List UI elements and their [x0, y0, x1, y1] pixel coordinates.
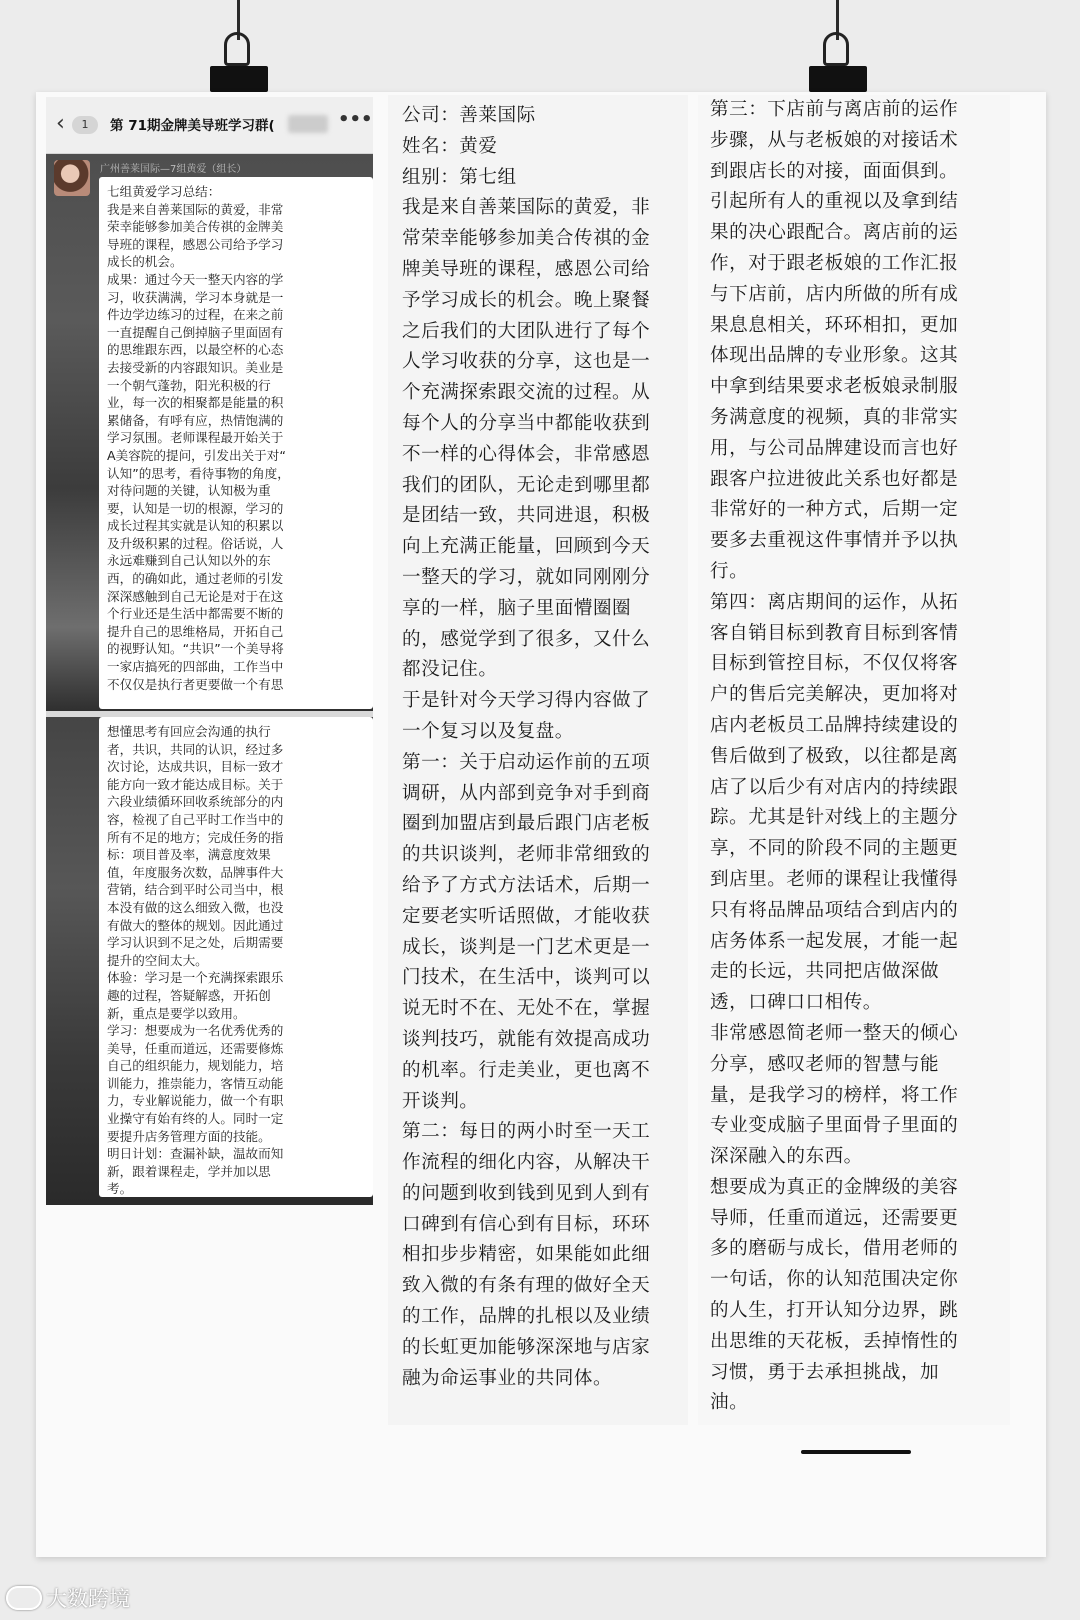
right-column-line: 到跟店长的对接，面面俱到。 — [710, 160, 959, 182]
bubble1-line: 七组黄爱学习总结： — [107, 184, 221, 199]
bubble1-line: 的视野认知。“共识”一个美导将 — [107, 641, 284, 657]
bubble1-line: 一个朝气蓬勃，阳光积极的行 — [107, 377, 271, 393]
middle-column-line: 姓名：黄爱 — [402, 135, 498, 157]
bubble1-line: 个行业还是生活中都需要不断的 — [107, 606, 284, 622]
right-column-line: 果息息相关，环环相扣，更加 — [710, 314, 959, 336]
middle-column-line: 我是来自善莱国际的黄爱，非 — [402, 197, 651, 219]
bubble1-line: 认知”的思考，看待事物的角度， — [107, 465, 290, 481]
right-column-line: 户的售后完美解决，更加将对 — [710, 684, 959, 706]
right-column-line: 只有将品牌品项结合到店内的 — [710, 899, 959, 921]
right-column-line: 步骤，从与老板娘的对接话术 — [710, 129, 959, 151]
middle-column-line: 一个复习以及复盘。 — [402, 720, 574, 742]
middle-column-line: 于是针对今天学习得内容做了 — [402, 690, 651, 712]
message-bubble-2 — [99, 717, 373, 1197]
middle-column-line: 说无时不在、无处不在，掌握 — [402, 998, 651, 1020]
chat-title: 第 71期金牌美导班学习群( — [110, 118, 275, 134]
bubble2-line: 考。 — [107, 1181, 133, 1197]
right-column-line: 目标到管控目标，不仅仅将客 — [710, 653, 959, 675]
middle-column-line: 致入微的有条有理的做好全天 — [402, 1275, 651, 1297]
bubble2-line: 明日计划：查漏补缺，温故而知 — [107, 1146, 284, 1162]
right-column-line: 售后做到了极致，以往都是离 — [710, 745, 959, 767]
middle-column-line: 常荣幸能够参加美合传祺的金 — [402, 228, 651, 250]
bubble2-line: 有做大的整体的规划。因此通过 — [107, 917, 284, 933]
right-column-line: 客自销目标到教育目标到客情 — [710, 622, 959, 644]
right-column-line: 一句话，你的认知范围决定你 — [710, 1269, 959, 1291]
bubble1-line: 提升自己的思维格局，开拓自己 — [107, 623, 284, 639]
right-column-line: 专业变成脑子里面骨子里面的 — [710, 1115, 959, 1137]
middle-column-line: 是团结一致，共同进退，积极 — [402, 505, 651, 527]
middle-column-line: 开谈判。 — [402, 1090, 479, 1112]
chat-header — [46, 97, 373, 154]
middle-column-line: 我们的团队，无论走到哪里都 — [402, 474, 651, 496]
bubble2-line: 训能力，推崇能力，客情互动能 — [107, 1075, 284, 1091]
right-column-line: 作，对于跟老板娘的工作汇报 — [710, 252, 959, 274]
sender-name: 广州善莱国际—7组黄爱（组长） — [100, 164, 247, 175]
right-column-line: 多的磨砺与成长，借用老师的 — [710, 1238, 959, 1260]
right-column-line: 与下店前，店内所做的所有成 — [710, 283, 959, 305]
right-column-line: 走的长远，共同把店做深做 — [710, 961, 940, 983]
right-column-line: 出思维的天花板，丢掉惰性的 — [710, 1330, 959, 1352]
right-column-line: 分享，感叹老师的智慧与能 — [710, 1053, 940, 1075]
middle-column-line: 予学习成长的机会。晚上聚餐 — [402, 289, 651, 311]
right-column-line: 想要成为真正的金牌级的美容 — [710, 1176, 959, 1198]
bubble1-line: 导班的课程，感恩公司给予学习 — [107, 236, 284, 252]
bubble2-line: 新，跟着课程走，学并加以思 — [107, 1163, 271, 1179]
bubble1-line: 及升级积累的过程。俗话说，人 — [107, 535, 284, 551]
end-divider — [801, 1450, 911, 1454]
bubble1-line: 永远难赚到自己认知以外的东 — [107, 553, 271, 569]
bubble2-line: 体验：学习是一个充满探索跟乐 — [107, 970, 284, 986]
middle-column-line: 组别：第七组 — [402, 166, 517, 188]
bubble1-line: A美容院的提问，引发出关于对“ — [107, 447, 286, 463]
middle-column-line: 的问题到收到钱到见到人到有 — [402, 1182, 651, 1204]
middle-column-line: 作流程的细化内容，从解决干 — [402, 1152, 651, 1174]
bubble2-line: 营销，结合到平时公司当中，根 — [107, 882, 284, 898]
bubble2-line: 新，重点是要学以致用。 — [107, 1005, 246, 1021]
right-column-line: 第三：下店前与离店前的运作 — [710, 99, 959, 120]
right-column-line: 要多去重视这件事情并予以执 — [710, 530, 959, 552]
middle-column-line: 融为命运事业的共同体。 — [402, 1367, 613, 1389]
right-column-line: 习惯，勇于去承担挑战，加 — [710, 1361, 940, 1383]
middle-column-line: 享的一样，脑子里面懵圈圈 — [402, 597, 632, 619]
summary-column-right — [698, 95, 1010, 1425]
bubble2-line: 要提升店务管理方面的技能。 — [107, 1128, 271, 1144]
middle-column-line: 之后我们的大团队进行了每个 — [402, 320, 651, 342]
middle-column-line: 口碑到有信心到有目标，环环 — [402, 1213, 651, 1235]
middle-column-line: 不一样的心得体会，非常感恩 — [402, 443, 651, 465]
bubble2-line: 次讨论，达成共识，目标一致才 — [107, 759, 284, 775]
bubble1-line: 件边学边练习的过程，在来之前 — [107, 307, 284, 323]
bubble2-line: 提升的空间太大。 — [107, 952, 208, 968]
middle-column-line: 给予了方式方法话术，后期一 — [402, 874, 651, 896]
left-binder-clip-icon — [210, 30, 268, 92]
unread-badge: 1 — [72, 116, 98, 134]
bubble1-line: 荣幸能够参加美合传祺的金牌美 — [107, 219, 284, 235]
middle-column-line: 一整天的学习，就如同刚刚分 — [402, 566, 651, 588]
right-column-line: 果的决心跟配合。离店前的运 — [710, 222, 959, 244]
bubble2-line: 容，检视了自己平时工作当中的 — [107, 811, 284, 827]
avatar[interactable] — [54, 160, 90, 196]
bubble2-line: 值，年度服务次数，品牌事件大 — [107, 864, 284, 880]
bubble1-line: 不仅仅是执行者更要做一个有思 — [107, 676, 284, 692]
right-column-line: 非常好的一种方式，后期一定 — [710, 499, 959, 521]
middle-column-line: 每个人的分享当中都能收获到 — [402, 412, 651, 434]
bubble1-line: 成长的机会。 — [107, 254, 183, 270]
watermark-logo-icon — [6, 1586, 42, 1610]
bubble1-line: 对待问题的关键，认知极为重 — [107, 483, 271, 499]
right-column-line: 量，是我学习的榜样，将工作 — [710, 1084, 959, 1106]
bubble2-line: 美导，任重而道远，还需要修炼 — [107, 1040, 284, 1056]
right-column-line: 的人生，打开认知分边界，跳 — [710, 1300, 959, 1322]
bubble1-line: 业，每一次的相聚都是能量的积 — [107, 395, 284, 411]
middle-column-line: 第二：每日的两小时至一天工 — [402, 1121, 651, 1143]
right-column-line: 店了以后少有对店内的持续跟 — [710, 776, 959, 798]
watermark-text: 大数跨境 — [46, 1587, 130, 1611]
right-column-line: 跟客户拉进彼此关系也好都是 — [710, 468, 959, 490]
bubble1-line: 学习氛围。老师课程最开始关于 — [107, 430, 284, 446]
bubble1-line: 一直提醒自己倒掉脑子里面固有 — [107, 324, 284, 340]
bubble1-line: 一家店搞死的四部曲，工作当中 — [107, 659, 284, 675]
bubble2-line: 标：项目普及率，满意度效果 — [107, 847, 271, 863]
right-binder-clip-icon — [809, 30, 867, 92]
bubble2-line: 六段业绩循环回收系统部分的内 — [107, 794, 284, 810]
right-column-line: 享，不同的阶段不同的主题更 — [710, 838, 959, 860]
bubble2-line: 所有不足的地方；完成任务的指 — [107, 829, 284, 845]
bubble1-line: 习，收获满满，学习本身就是一 — [107, 289, 284, 305]
middle-column-line: 相扣步步精密，如果能如此细 — [402, 1244, 651, 1266]
right-column-line: 用，与公司品牌建设而言也好 — [710, 437, 959, 459]
watermark — [6, 1583, 130, 1613]
right-column-line: 第四：离店期间的运作，从拓 — [710, 591, 959, 613]
more-options-icon[interactable]: ••• — [338, 109, 373, 130]
right-column-line: 油。 — [710, 1392, 749, 1414]
right-column-line: 店内老板员工品牌持续建设的 — [710, 714, 959, 736]
bubble1-line: 的思维跟东西，以最空杯的心态 — [107, 342, 284, 358]
middle-column-line: 向上充满正能量，回顾到今天 — [402, 536, 651, 558]
right-column-line: 到店里。老师的课程让我懂得 — [710, 868, 959, 890]
middle-column-line: 牌美导班的课程，感恩公司给 — [402, 258, 651, 280]
right-column-line: 务满意度的视频，真的非常实 — [710, 406, 959, 428]
bubble1-line: 成长过程其实就是认知的积累以 — [107, 518, 284, 534]
right-column-line: 非常感恩简老师一整天的倾心 — [710, 1022, 959, 1044]
middle-column-line: 圈到加盟店到最后跟门店老板 — [402, 813, 651, 835]
right-column-line: 导师，任重而道远，还需要更 — [710, 1207, 959, 1229]
middle-column-line: 的长虹更加能够深深地与店家 — [402, 1336, 651, 1358]
middle-column-line: 人学习收获的分享，这也是一 — [402, 351, 651, 373]
middle-column-line: 的，感觉学到了很多，又什么 — [402, 628, 651, 650]
bubble1-line: 要，认知是一切的根源，学习的 — [107, 500, 284, 516]
right-column-line: 深深融入的东西。 — [710, 1146, 863, 1168]
bubble2-line: 业操守有始有终的人。同时一定 — [107, 1111, 284, 1127]
right-column-line: 透，口碑口口相传。 — [710, 992, 882, 1014]
middle-column-line: 公司：善莱国际 — [402, 105, 536, 126]
summary-column-middle — [388, 95, 688, 1425]
middle-column-line: 都没记住。 — [402, 659, 498, 681]
message-bubble-1 — [99, 177, 373, 709]
bubble2-line: 趣的过程，答疑解惑，开拓创 — [107, 987, 271, 1003]
middle-column-line: 定要老实听话照做，才能收获 — [402, 905, 651, 927]
right-column-line: 行。 — [710, 560, 749, 582]
middle-column-line: 调研，从内部到竞争对手到商 — [402, 782, 651, 804]
bubble2-line: 力，专业解说能力，做一个有职 — [107, 1093, 284, 1109]
right-column-line: 引起所有人的重视以及拿到结 — [710, 191, 959, 213]
bubble1-line: 深深感触到自己无论是对于在这 — [107, 588, 284, 604]
blurred-title-mask — [288, 115, 328, 133]
middle-column-line: 成长，谈判是一门艺术更是一 — [402, 936, 651, 958]
bubble2-line: 想懂思考有回应会沟通的执行 — [107, 724, 271, 739]
bubble2-line: 能方向一致才能达成目标。关于 — [107, 776, 284, 792]
bubble1-line: 西，的确如此，通过老师的引发 — [107, 571, 284, 587]
back-chevron-icon[interactable]: ‹ — [56, 111, 65, 136]
middle-column-line: 第一：关于启动运作前的五项 — [402, 751, 651, 773]
bubble1-line: 去接受新的内容跟知识。美业是 — [107, 359, 284, 375]
bubble2-line: 本没有做的这么细致入微，也没 — [107, 899, 284, 915]
bubble2-line: 者，共识，共同的认识，经过多 — [107, 741, 284, 757]
bubble2-line: 学习：想要成为一名优秀优秀的 — [107, 1023, 284, 1039]
bubble1-line: 累储备，有呼有应，热情饱满的 — [107, 412, 284, 428]
bubble2-line: 自己的组织能力，规划能力，培 — [107, 1058, 284, 1074]
middle-column-line: 个充满探索跟交流的过程。从 — [402, 382, 651, 404]
right-column-line: 踪。尤其是针对线上的主题分 — [710, 807, 959, 829]
middle-column-line: 的工作，品牌的扎根以及业绩 — [402, 1306, 651, 1328]
middle-column-line: 的共识谈判，老师非常细致的 — [402, 844, 651, 866]
right-column-line: 中拿到结果要求老板娘录制服 — [710, 376, 959, 398]
bubble1-line: 成果：通过今天一整天内容的学 — [107, 271, 284, 287]
right-column-line: 体现出品牌的专业形象。这其 — [710, 345, 959, 367]
chat-screenshot — [46, 97, 373, 1205]
bubble2-line: 学习认识到不足之处，后期需要 — [107, 935, 284, 951]
middle-column-line: 的机率。行走美业，更也离不 — [402, 1059, 651, 1081]
middle-column-line: 谈判技巧，就能有效提高成功 — [402, 1028, 651, 1050]
bubble1-line: 我是来自善莱国际的黄爱，非常 — [107, 201, 284, 217]
middle-column-line: 门技术，在生活中，谈判可以 — [402, 967, 651, 989]
right-column-line: 店务体系一起发展，才能一起 — [710, 930, 959, 952]
